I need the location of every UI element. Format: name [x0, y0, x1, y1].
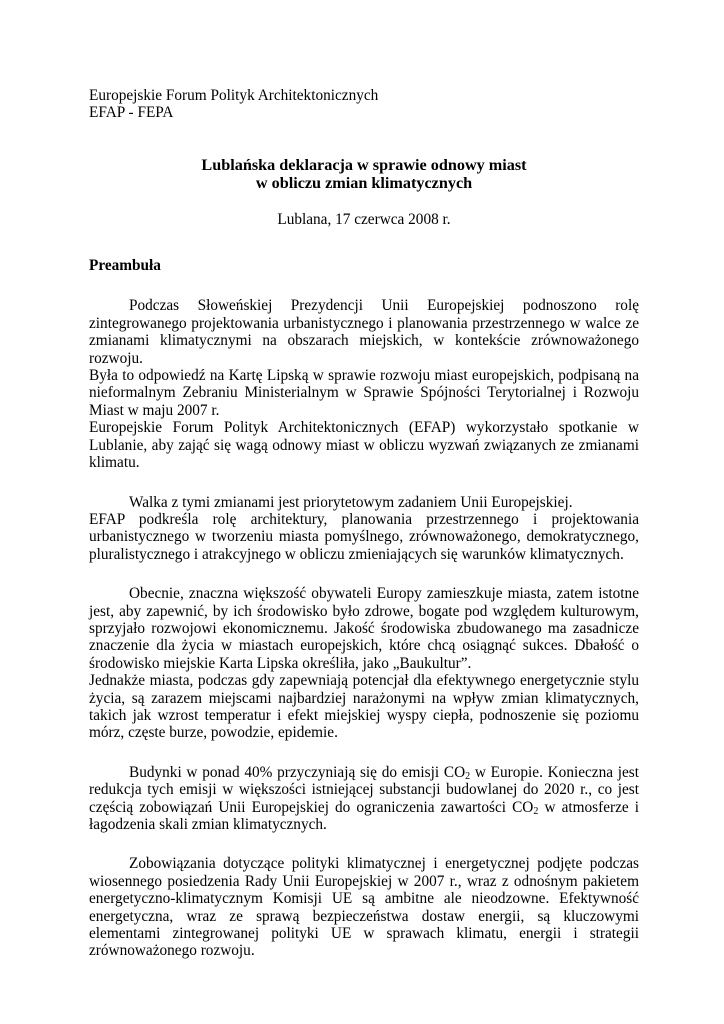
organization-abbreviation: EFAP - FEPA	[89, 104, 174, 122]
title-line-1: Lublańska deklaracja w sprawie odnowy miast	[201, 155, 527, 174]
paragraph: Zobowiązania dotyczące polityki klimatycznej i energetycznej podjęte podczas wiosennego posiedzenia Rady Unii Europejskiej w 2007 r., wraz z odnośnym pakietem energetyczno-klimatycznym Komisji UE są ambitne ale nieodzowne. Efektywność energetyczna, wraz ze sprawą bezpieczeństwa dostaw energii, są kluczowymi elementami zintegrowanej polityki UE w sprawach klimatu, energii i strategii zrównoważonego rozwoju.	[89, 855, 639, 960]
organization-name: Europejskie Forum Polityk Architektonicznych	[89, 87, 379, 104]
document-title	[89, 156, 639, 193]
paragraph: Obecnie, znaczna większość obywateli Europy zamieszkuje miasta, zatem istotne jest, aby zapewnić, by ich środowisko było zdrowe, bogate pod względem kulturowym, sprzyjało rozwojowi ekonomicznemu. Jakość środowiska zbudowanego ma zasadnicze znaczenie dla życia w miastach europejskich, które chcą osiągnąć sukces. Dbałość o środowisko miejskie Karta Lipska określiła, jako „Baukultur”.	[89, 585, 639, 672]
title-line-2: w obliczu zmian klimatycznych	[255, 174, 473, 193]
paragraph: Jednakże miasta, podczas gdy zapewniają potencjał dla efektywnego energetycznie stylu życia, są zarazem miejscami najbardziej narażonymi na wpływ zmian klimatycznych, takich jak wzrost temperatur i efekt miejskiej wyspy ciepła, podnoszenie się poziomu mórz, częste burze, powodzie, epidemie.	[89, 672, 639, 742]
document-body	[89, 87, 639, 960]
paragraph-text: Budynki w ponad 40% przyczyniają się do emisji CO	[129, 763, 466, 781]
paragraph: EFAP podkreśla rolę architektury, planowania przestrzennego i projektowania urbanistycznego w tworzeniu miasta pomyślnego, zrównoważonego, demokratycznego, pluralistycznego i atrakcyjnego w obliczu zmieniających się warunków klimatycznych.	[89, 510, 639, 563]
paragraph: Walka z tymi zmianami jest priorytetowym zadaniem Unii Europejskiej.	[129, 493, 573, 511]
section-heading-preamble: Preambuła	[89, 257, 161, 275]
paragraph-text: w atmosferze i łagodzenia skali zmian klimatycznych.	[89, 798, 639, 833]
paragraph-text: w Europie. Konieczna jest redukcja tych emisji w większości istniejącej substancji budowlanej do 2020 r., co jest częścią zobowiązań Unii Europejskiej do ograniczenia zawartości CO	[89, 763, 640, 816]
subscript: 2	[465, 770, 471, 782]
place-and-date: Lublana, 17 czerwca 2008 r.	[277, 210, 451, 228]
paragraph-co2-emissions	[89, 764, 639, 834]
paragraph: Była to odpowiedź na Kartę Lipską w sprawie rozwoju miast europejskich, podpisaną na nieformalnym Zebraniu Ministerialnym w Sprawie Spójności Terytorialnej i Rozwoju Miast w maju 2007 r.	[89, 367, 639, 419]
paragraph: Podczas Słoweńskiej Prezydencji Unii Europejskiej podnoszono rolę zintegrowanego projektowania urbanistycznego i planowania przestrzennego w walce ze zmianami klimatycznymi na obszarach miejskich, w kontekście zrównoważonego rozwoju.	[89, 297, 639, 367]
subscript: 2	[533, 805, 539, 817]
paragraph: Europejskie Forum Polityk Architektonicznych (EFAP) wykorzystało spotkanie w Lublanie, aby zająć się wagą odnowy miast w obliczu wyzwań związanych ze zmianami klimatu.	[89, 419, 639, 472]
